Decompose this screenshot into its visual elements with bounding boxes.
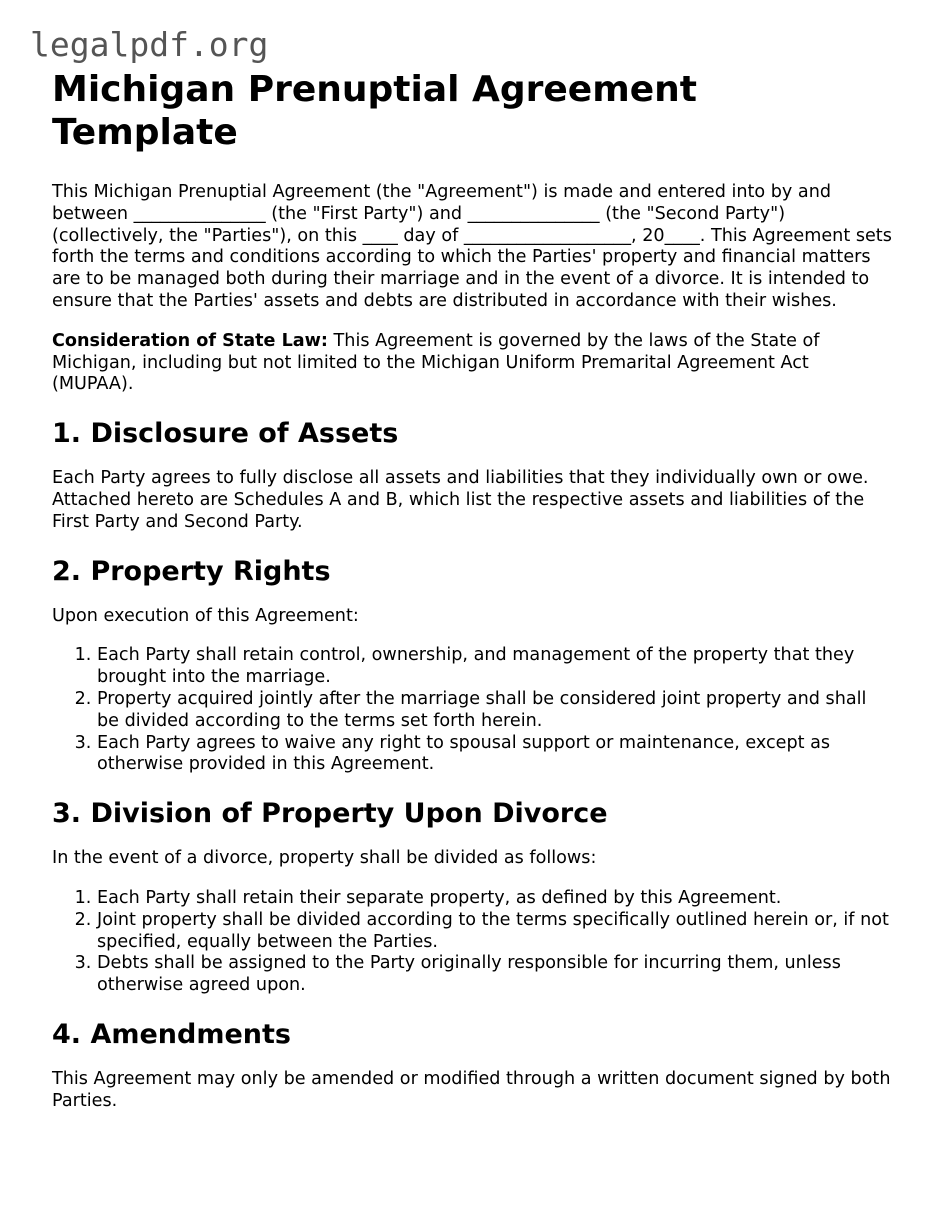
intro-paragraph: This Michigan Prenuptial Agreement (the "Agreement") is made and entered into by and between _______________ (the "First Party") and _______________ (the "Second Party") (collectively, the "Parties"), on this ____ day of ___________________, 20____. This Agreement sets forth the terms and conditions according to which the Parties' property and financial matters are to be managed both during their marriage and in the event of a divorce. It is intended to ensure that the Parties' assets and debts are distributed in accordance with their wishes. (52, 182, 892, 311)
watermark-logo: legalpdf.org (30, 25, 269, 64)
consideration-paragraph (52, 331, 892, 396)
section-text-property-rights: Upon execution of this Agreement: (52, 605, 359, 626)
section-heading-division: 3. Division of Property Upon Divorce (52, 798, 608, 830)
consideration-label: Consideration of State Law: (52, 330, 328, 351)
property-rights-list (52, 645, 892, 776)
section-text-division: In the event of a divorce, property shall be divided as follows: (52, 848, 597, 869)
section-text-amendments: This Agreement may only be amended or modified through a written document signed by both Parties. (52, 1068, 891, 1111)
list-item: 1. Each Party shall retain control, ownership, and management of the property that they brought into the marriage. (97, 645, 892, 689)
consideration-text: This Agreement is governed by the laws of the State of Michigan, including but not limited to the Michigan Uniform Premarital Agreement Act (MUPAA). (52, 330, 820, 395)
list-item: 2. Property acquired jointly after the marriage shall be considered joint property and shall be divided according to the terms set forth herein. (97, 689, 892, 733)
section-heading-disclosure: 1. Disclosure of Assets (52, 418, 399, 450)
list-item: 2. Joint property shall be divided according to the terms specifically outlined herein or, if not specified, equally between the Parties. (97, 910, 892, 954)
list-item: 3. Debts shall be assigned to the Party originally responsible for incurring them, unless otherwise agreed upon. (97, 953, 892, 997)
document-body (52, 68, 892, 1131)
list-item: 3. Each Party agrees to waive any right to spousal support or maintenance, except as otherwise provided in this Agreement. (97, 733, 892, 777)
division-list (52, 888, 892, 997)
list-item: 1. Each Party shall retain their separate property, as defined by this Agreement. (97, 888, 892, 910)
document-title: Michigan Prenuptial Agreement Template (52, 69, 697, 153)
section-text-disclosure: Each Party agrees to fully disclose all assets and liabilities that they individually own or owe. Attached hereto are Schedules A and B, which list the respective assets and liabilities of the First Party and Second Party. (52, 468, 869, 532)
section-heading-amendments: 4. Amendments (52, 1018, 291, 1050)
section-heading-property-rights: 2. Property Rights (52, 555, 331, 587)
